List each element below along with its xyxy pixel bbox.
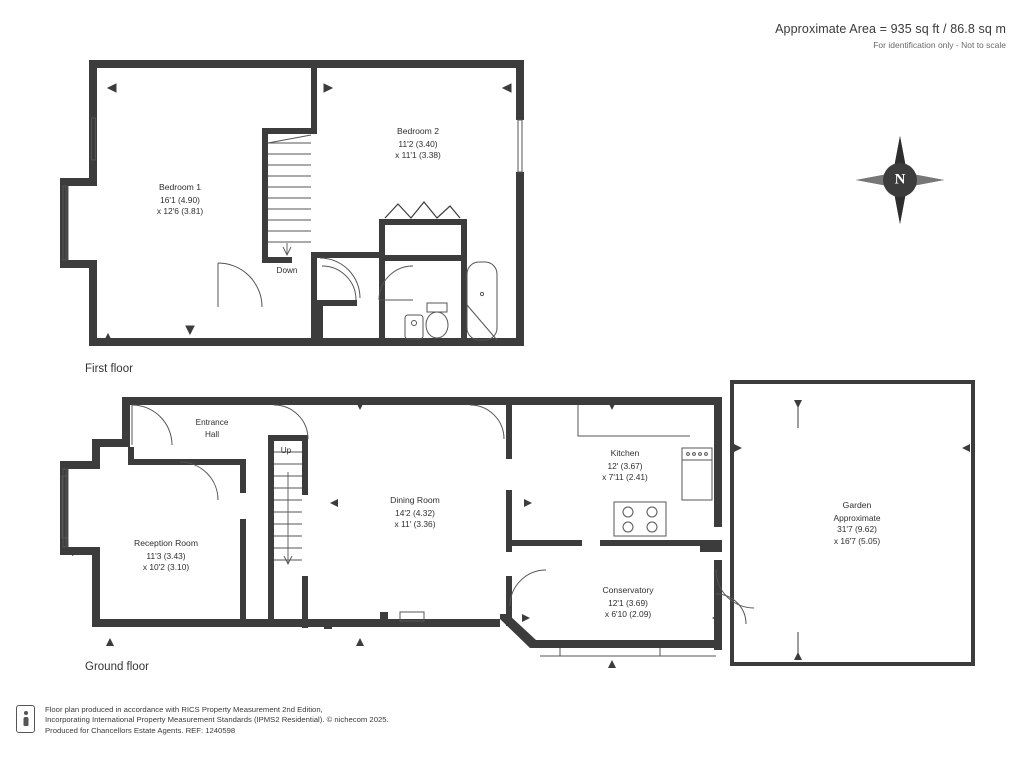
room-label-kitchen: Kitchen 12' (3.67) x 7'11 (2.41) [602,448,648,482]
footer-line-3: Produced for Chancellors Estate Agents. REF: 1240598 [45,725,236,735]
compass-north-letter: N [894,171,906,188]
first-floor-caption: First floor [85,363,133,375]
ground-floor-caption: Ground floor [85,661,149,673]
person-accessibility-icon [16,705,35,733]
footer-line-2: Incorporating International Property Measurement Standards (IPMS2 Residential). © nichecom 2025. [45,715,389,724]
room-label-conservatory: Conservatory 12'1 (3.69) x 6'10 (2.09) [602,585,654,619]
stairs-up-label: Up [280,446,292,455]
entrance-hall-label: Entrance Hall [195,418,229,439]
room-label-reception-room: Reception Room 11'3 (3.43) x 10'2 (3.10) [133,538,198,572]
room-label-bedroom-2: Bedroom 2 11'2 (3.40) x 11'1 (3.38) [395,126,441,160]
approximate-area-text: Approximate Area = 935 sq ft / 86.8 sq m [775,22,1006,36]
footer-line-1: Floor plan produced in accordance with RICS Property Measurement 2nd Edition, [45,704,323,714]
room-label-garden: Garden Approximate 31'7 (9.62) x 16'7 (5.05) [833,500,881,546]
footer-disclaimer [16,705,389,737]
stairs-down-label: Down [276,266,298,275]
room-label-dining-room: Dining Room 14'2 (4.32) x 11' (3.36) [390,495,440,529]
footer-text-block [45,705,389,737]
room-label-bedroom-1: Bedroom 1 16'1 (4.90) x 12'6 (3.81) [156,182,204,216]
area-disclaimer-text: For identification only - Not to scale [873,40,1006,50]
